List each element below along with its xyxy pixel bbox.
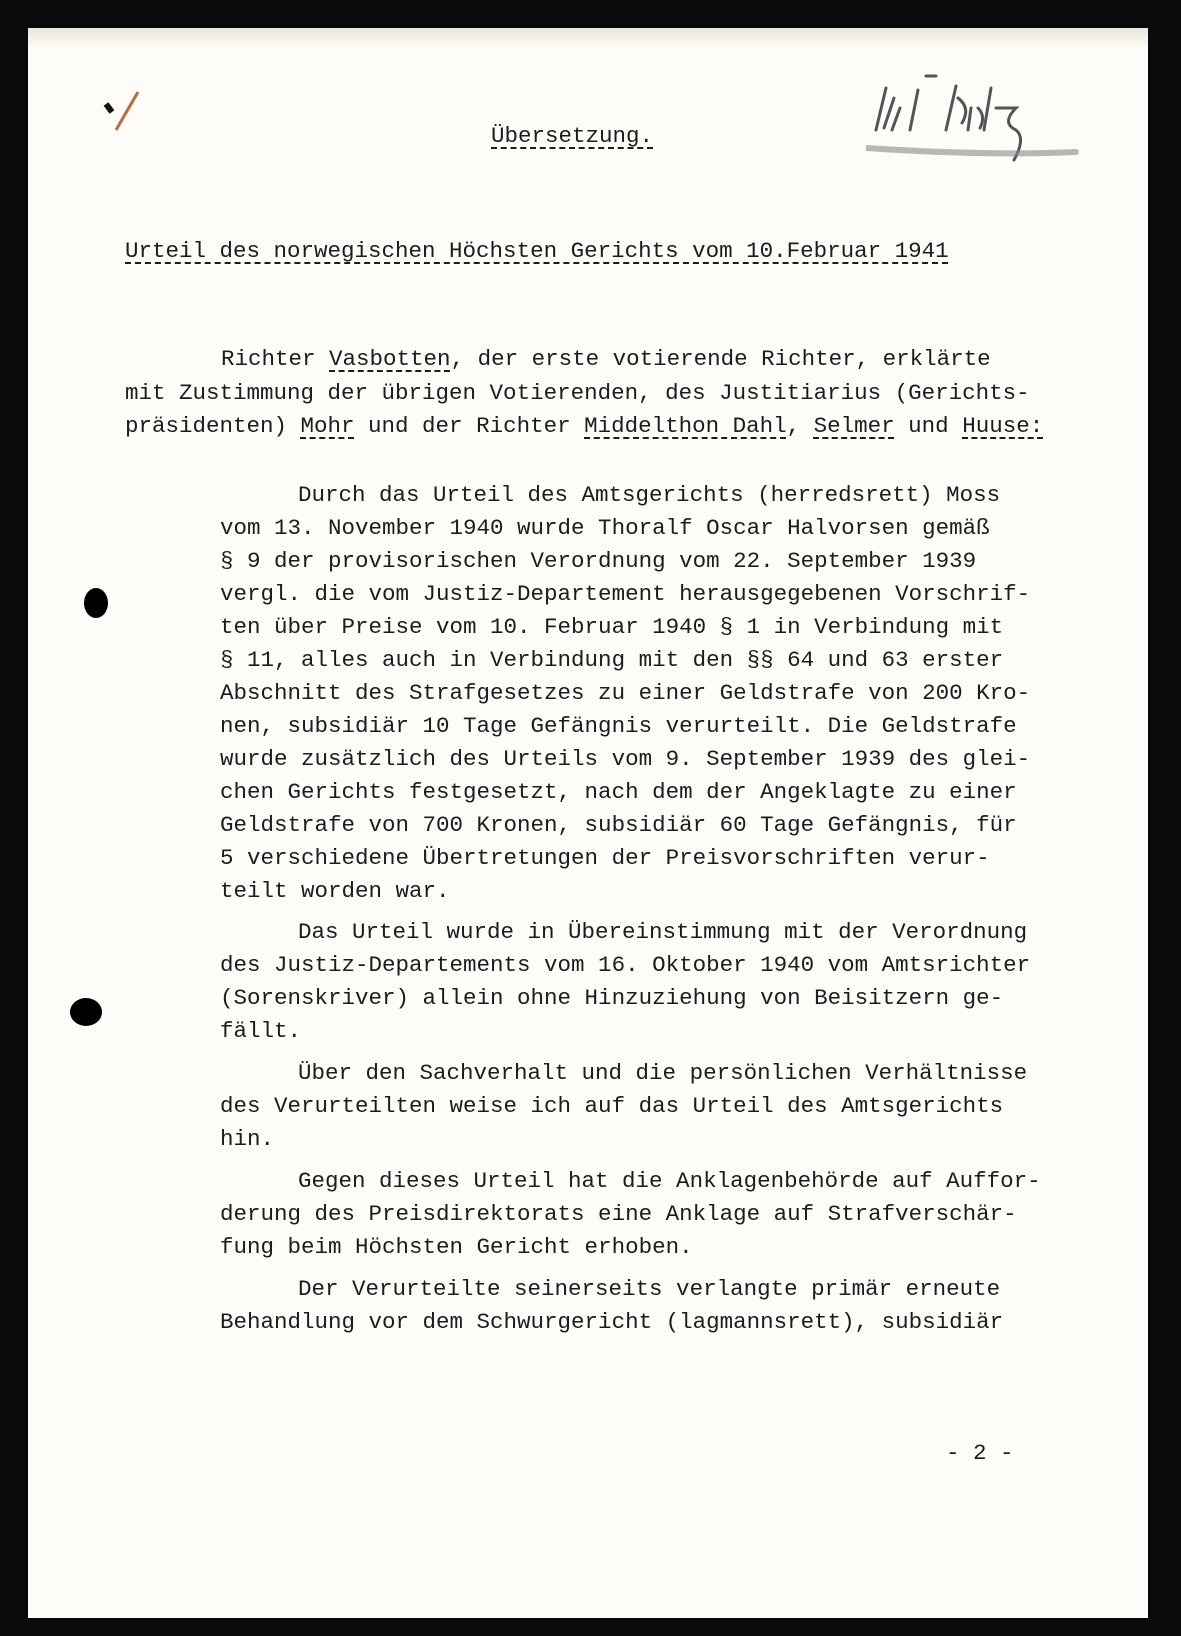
text: vom 13. November 1940 wurde Thoralf Oscar Halvorsen gemäß (220, 515, 990, 541)
paragraph-line (220, 1093, 1003, 1119)
paragraph-line (220, 1309, 1003, 1335)
paragraph-line (220, 548, 976, 574)
text: Geldstrafe von 700 Kronen, subsidiär 60 Tage Gefängnis, für (220, 812, 1017, 838)
paragraph-line (220, 746, 1030, 772)
text: Behandlung vor dem Schwurgericht (lagmannsrett), subsidiär (220, 1309, 1004, 1335)
paragraph-line (220, 812, 1017, 838)
paragraph-line (220, 985, 1003, 1011)
text: mit Zustimmung der übrigen Votierenden, des Justitiarius (Gerichts- (125, 380, 1030, 406)
text: Gegen dieses Urteil hat die Anklagenbehörde auf Auffor- (298, 1168, 1041, 1194)
paragraph-line (298, 1060, 1027, 1086)
text: chen Gerichts festgesetzt, nach dem der Angeklagte zu einer (220, 779, 1017, 805)
paragraph-line (220, 614, 1003, 640)
text: nen, subsidiär 10 Tage Gefängnis verurteilt. Die Geldstrafe (220, 713, 1017, 739)
paragraph-line (220, 845, 990, 871)
underlined-name: Vasbotten (329, 346, 451, 372)
text: 5 verschiedene Übertretungen der Preisvorschriften verur- (220, 845, 990, 871)
paragraph-line (220, 1018, 301, 1044)
text: Durch das Urteil des Amtsgerichts (herredsrett) Moss (298, 482, 1001, 508)
underlined-name: Huuse: (962, 413, 1044, 439)
underlined-name: Mohr (300, 413, 355, 439)
document-page (28, 28, 1148, 1618)
text: des Verurteilten weise ich auf das Urteil des Amtsgerichts (220, 1093, 1004, 1119)
text: fung beim Höchsten Gericht erhoben. (220, 1234, 693, 1260)
paragraph-line (298, 919, 1027, 945)
underlined-name: Middelthon Dahl (584, 413, 787, 439)
text: Abschnitt des Strafgesetzes zu einer Geldstrafe von 200 Kro- (220, 680, 1031, 706)
paragraph-line (220, 581, 1030, 607)
text: und (894, 413, 963, 439)
paragraph-line (220, 515, 990, 541)
paragraph-line (220, 647, 1003, 673)
text: § 11, alles auch in Verbindung mit den §§ 64 und 63 erster (220, 647, 1004, 673)
paragraph-line (298, 1168, 1041, 1194)
paragraph-line (220, 878, 450, 904)
paragraph-line (220, 1234, 693, 1260)
intro-line (125, 413, 1043, 439)
text: Das Urteil wurde in Übereinstimmung mit der Verordnung (298, 919, 1028, 945)
text: fällt. (220, 1018, 302, 1044)
text: , (786, 413, 814, 439)
page-number (946, 1440, 1014, 1466)
text: wurde zusätzlich des Urteils vom 9. September 1939 des glei- (220, 746, 1031, 772)
text: Richter (221, 346, 330, 372)
underlined-name: Selmer (813, 413, 895, 439)
paragraph-line (220, 1126, 274, 1152)
document-title (491, 123, 653, 149)
text: § 9 der provisorischen Verordnung vom 22. September 1939 (220, 548, 977, 574)
underlined-name: Übersetzung. (491, 123, 654, 149)
text: , der erste votierende Richter, erklärte (450, 346, 991, 372)
intro-line (125, 380, 1030, 406)
punch-hole (70, 998, 102, 1026)
paragraph-line (298, 1276, 1000, 1302)
scan-shadow (28, 28, 1148, 50)
text: teilt worden war. (220, 878, 450, 904)
text: Der Verurteilte seinerseits verlangte primär erneute (298, 1276, 1001, 1302)
text: (Sorenskriver) allein ohne Hinzuziehung von Beisitzern ge- (220, 985, 1004, 1011)
text: des Justiz-Departements vom 16. Oktober 1940 vom Amtsrichter (220, 952, 1031, 978)
text: derung des Preisdirektorats eine Anklage auf Strafverschär- (220, 1201, 1017, 1227)
underlined-name: Urteil des norwegischen Höchsten Gerichts vom 10.Februar 1941 (125, 238, 949, 264)
text: - 2 - (946, 1440, 1014, 1466)
text: vergl. die vom Justiz-Departement herausgegebenen Vorschrif- (220, 581, 1031, 607)
paragraph-line (220, 1201, 1017, 1227)
paragraph-line (220, 952, 1030, 978)
text: ten über Preise vom 10. Februar 1940 § 1 in Verbindung mit (220, 614, 1004, 640)
intro-line (221, 346, 991, 372)
document-heading (125, 238, 949, 264)
text: hin. (220, 1126, 275, 1152)
text: Über den Sachverhalt und die persönlichen Verhältnisse (298, 1060, 1028, 1086)
paragraph-line (220, 680, 1030, 706)
paragraph-line (298, 482, 1000, 508)
punch-hole (84, 588, 108, 618)
check-mark (98, 82, 158, 152)
paragraph-line (220, 779, 1017, 805)
text: präsidenten) (125, 413, 301, 439)
handwritten-signature (866, 68, 1106, 163)
text: und der Richter (354, 413, 585, 439)
paragraph-line (220, 713, 1017, 739)
